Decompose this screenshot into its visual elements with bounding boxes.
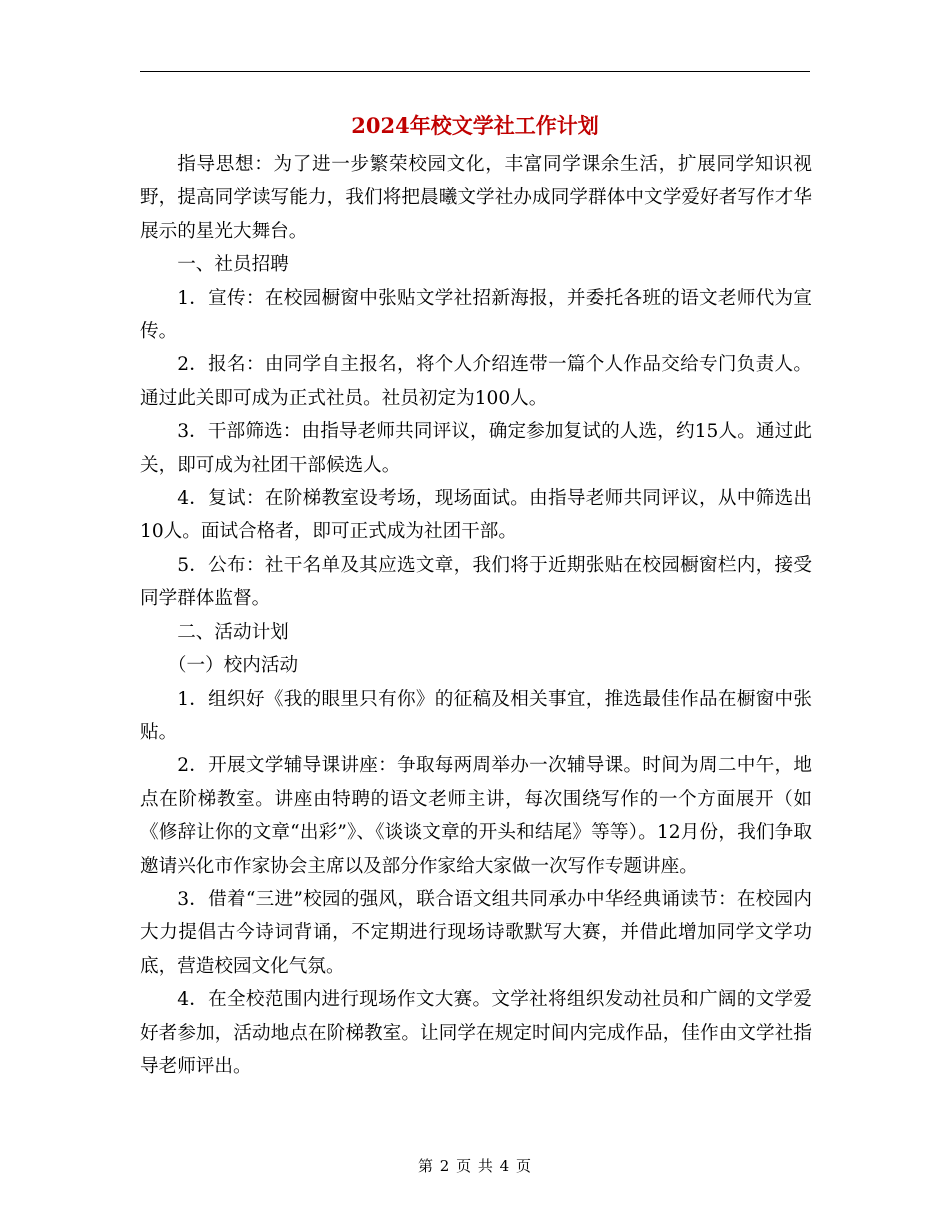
page-title: 2024年校文学社工作计划 xyxy=(351,113,599,138)
section-heading-activity-plan: 二、活动计划 xyxy=(177,621,289,643)
section-heading-recruitment: 一、社员招聘 xyxy=(177,254,289,276)
header-rule xyxy=(140,71,810,72)
list-item-announcement: 5．公布：社干名单及其应选文章，我们将于近期张贴在校园橱窗栏内，接受同学群体监督。 xyxy=(140,554,812,610)
list-item-registration: 2．报名：由同学自主报名，将个人介绍连带一篇个人作品交给专门负责人。通过此关即可成为正式社员。社员初定为100人。 xyxy=(140,354,812,409)
list-item-second-interview: 4．复试：在阶梯教室设考场，现场面试。由指导老师共同评议，从中筛选出10人。面试合格者，即可正式成为社团干部。 xyxy=(140,488,812,543)
list-item-writing-lectures: 2．开展文学辅导课讲座：争取每两周举办一次辅导课。时间为周二中午，地点在阶梯教室。讲座由特聘的语文老师主讲，每次围绕写作的一个方面展开（如《修辞让你的文章“出彩”》、《谈谈文章的开头和结尾》等等）。12月份，我们争取邀请兴化市作家协会主席以及部分作家给大家做一次写作专题讲座。 xyxy=(140,755,812,877)
list-item-cadre-screening: 3．干部筛选：由指导老师共同评议，确定参加复试的人选，约15人。通过此关，即可成为社团干部候选人。 xyxy=(140,421,812,476)
document-body xyxy=(140,148,812,1083)
list-item-essay-collection: 1．组织好《我的眼里只有你》的征稿及相关事宜，推选最佳作品在橱窗中张贴。 xyxy=(140,688,812,743)
paragraph-guiding-idea: 指导思想：为了进一步繁荣校园文化，丰富同学课余生活，扩展同学知识视野，提高同学读写能力，我们将把晨曦文学社办成同学群体中文学爱好者写作才华展示的星光大舞台。 xyxy=(140,154,812,242)
page-number: 第 2 页 共 4 页 xyxy=(418,1157,532,1175)
list-item-publicity: 1．宣传：在校园橱窗中张贴文学社招新海报，并委托各班的语文老师代为宣传。 xyxy=(140,287,812,343)
list-item-classics-reading-festival: 3．借着“三进”校园的强风，联合语文组共同承办中华经典诵读节：在校园内大力提倡古今诗词背诵，不定期进行现场诗歌默写大赛，并借此增加同学文学功底，营造校园文化气氛。 xyxy=(140,888,812,977)
list-item-essay-contest: 4．在全校范围内进行现场作文大赛。文学社将组织发动社员和广阔的文学爱好者参加，活动地点在阶梯教室。让同学在规定时间内完成作品，佳作由文学社指导老师评出。 xyxy=(140,989,812,1077)
subsection-heading-campus-activities: （一）校内活动 xyxy=(167,655,299,677)
